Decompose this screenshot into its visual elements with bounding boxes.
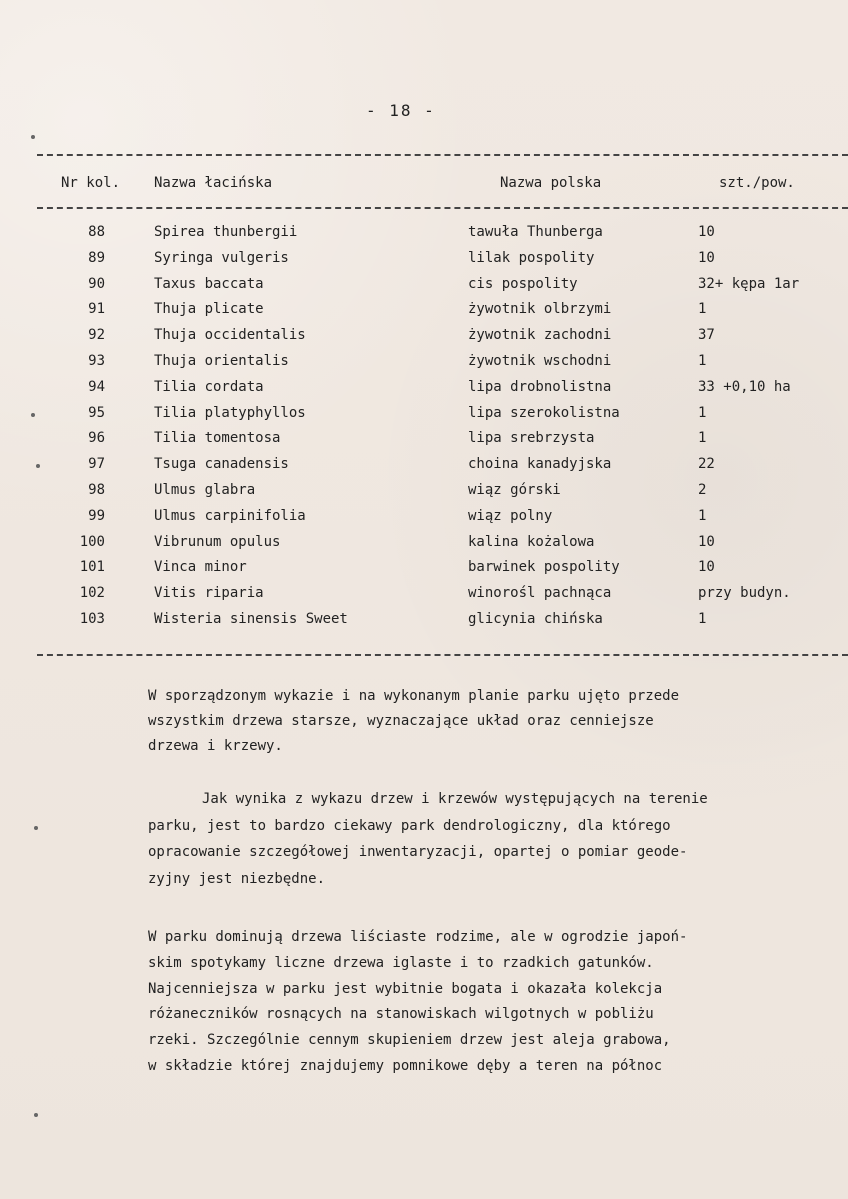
table-row	[0, 379, 848, 405]
table-row	[0, 534, 848, 560]
cell-latin: Ulmus glabra	[154, 481, 256, 498]
text-line: opracowanie szczegółowej inwentaryzacji, opartej o pomiar geode-	[148, 844, 688, 860]
header-polish: Nazwa polska	[500, 175, 602, 191]
cell-latin: Vibrunum opulus	[154, 533, 281, 550]
paragraph-3	[148, 925, 828, 1080]
cell-nr: 94	[88, 378, 105, 395]
cell-nr: 92	[88, 327, 105, 344]
text-line: parku, jest to bardzo ciekawy park dendrologiczny, dla którego	[148, 817, 671, 834]
table-row	[0, 508, 848, 534]
cell-count: 37	[698, 327, 715, 344]
text-line: Najcenniejsza w parku jest wybitnie bogata i okazała kolekcja	[148, 980, 663, 997]
cell-latin: Ulmus carpinifolia	[154, 507, 306, 524]
cell-nr: 101	[79, 559, 105, 576]
cell-nr: 97	[88, 456, 105, 473]
cell-polish: wiąz górski	[468, 481, 561, 498]
cell-polish: choina kanadyjska	[468, 456, 612, 473]
cell-count: 2	[698, 481, 707, 498]
cell-count: 10	[698, 224, 715, 240]
cell-count: 1	[698, 610, 707, 627]
table-top-rule	[37, 154, 848, 156]
cell-latin: Tilia cordata	[154, 378, 264, 395]
table-row	[0, 430, 848, 456]
table-row	[0, 405, 848, 431]
cell-latin: Spirea thunbergii	[154, 224, 298, 240]
cell-polish: kalina kożalowa	[468, 533, 595, 550]
cell-nr: 100	[79, 533, 105, 550]
text-line: w składzie której znajdujemy pomnikowe dęby a teren na północ	[148, 1057, 663, 1074]
cell-nr: 93	[88, 352, 105, 369]
text-line: różaneczników rosnących na stanowiskach wilgotnych w pobliżu	[148, 1006, 654, 1023]
table-row	[0, 611, 848, 637]
paragraph-1	[148, 684, 828, 759]
cell-count: 33 +0,10 ha	[698, 378, 791, 395]
cell-latin: Thuja occidentalis	[154, 327, 306, 344]
cell-count: 10	[698, 559, 715, 576]
cell-polish: żywotnik olbrzymi	[468, 301, 612, 318]
text-line: drzewa i krzewy.	[148, 738, 283, 754]
cell-count: 1	[698, 301, 707, 318]
cell-count: 22	[698, 456, 715, 473]
cell-latin: Wisteria sinensis Sweet	[154, 610, 348, 627]
cell-count: 1	[698, 404, 707, 421]
cell-polish: lilak pospolity	[468, 249, 595, 266]
header-latin: Nazwa łacińska	[154, 175, 273, 191]
cell-nr: 102	[79, 585, 105, 602]
cell-latin: Vinca minor	[154, 559, 247, 576]
table-row	[0, 585, 848, 611]
cell-count: 1	[698, 352, 707, 369]
margin-mark	[34, 1113, 38, 1117]
table-bottom-rule	[37, 654, 848, 656]
table-row	[0, 224, 848, 250]
page-number: - 18 -	[366, 101, 436, 120]
cell-count: 10	[698, 533, 715, 550]
cell-nr: 88	[88, 224, 105, 240]
text-line: W parku dominują drzewa liściaste rodzime, ale w ogrodzie japoń-	[148, 929, 688, 945]
cell-latin: Tilia platyphyllos	[154, 404, 306, 421]
paragraph-2	[148, 786, 828, 892]
table-header-rule	[37, 207, 848, 209]
cell-polish: barwinek pospolity	[468, 559, 620, 576]
cell-nr: 90	[88, 275, 105, 292]
text-line: wszystkim drzewa starsze, wyznaczające układ oraz cenniejsze	[148, 713, 654, 729]
text-line: skim spotykamy liczne drzewa iglaste i to rzadkich gatunków.	[148, 954, 654, 971]
table-row	[0, 456, 848, 482]
cell-latin: Tilia tomentosa	[154, 430, 281, 447]
cell-nr: 103	[79, 610, 105, 627]
cell-nr: 91	[88, 301, 105, 318]
cell-count: 10	[698, 249, 715, 266]
cell-count: 1	[698, 507, 707, 524]
cell-count: 32+ kępa 1ar	[698, 275, 800, 292]
cell-latin: Tsuga canadensis	[154, 456, 289, 473]
cell-polish: lipa srebrzysta	[468, 430, 595, 447]
cell-nr: 96	[88, 430, 105, 447]
table-row	[0, 353, 848, 379]
cell-latin: Thuja orientalis	[154, 352, 289, 369]
cell-polish: tawuła Thunberga	[468, 224, 603, 240]
header-count: szt./pow.	[719, 175, 795, 191]
cell-latin: Vitis riparia	[154, 585, 264, 602]
cell-nr: 98	[88, 481, 105, 498]
cell-polish: winorośl pachnąca	[468, 585, 612, 602]
table-row	[0, 301, 848, 327]
cell-latin: Syringa vulgeris	[154, 249, 289, 266]
margin-mark	[36, 464, 40, 468]
cell-polish: wiąz polny	[468, 507, 553, 524]
cell-latin: Taxus baccata	[154, 275, 264, 292]
text-line: rzeki. Szczególnie cennym skupieniem drzew jest aleja grabowa,	[148, 1032, 671, 1049]
text-line: Jak wynika z wykazu drzew i krzewów występujących na terenie	[202, 791, 708, 807]
cell-latin: Thuja plicate	[154, 301, 264, 318]
margin-mark	[34, 826, 38, 830]
cell-count: przy budyn.	[698, 585, 791, 602]
table-row	[0, 327, 848, 353]
table-row	[0, 276, 848, 302]
table-row	[0, 250, 848, 276]
text-line: W sporządzonym wykazie i na wykonanym planie parku ujęto przede	[148, 688, 680, 704]
cell-nr: 89	[88, 249, 105, 266]
margin-mark	[31, 413, 35, 417]
text-line: zyjny jest niezbędne.	[148, 870, 326, 887]
cell-polish: cis pospolity	[468, 275, 578, 292]
cell-polish: lipa drobnolistna	[468, 378, 612, 395]
table-header	[0, 175, 848, 193]
cell-nr: 99	[88, 507, 105, 524]
cell-polish: glicynia chińska	[468, 610, 603, 627]
margin-mark	[31, 135, 35, 139]
table-body	[0, 224, 848, 637]
cell-nr: 95	[88, 404, 105, 421]
table-row	[0, 482, 848, 508]
cell-polish: żywotnik wschodni	[468, 352, 612, 369]
table-row	[0, 559, 848, 585]
header-nr: Nr kol.	[61, 175, 121, 191]
cell-count: 1	[698, 430, 707, 447]
cell-polish: żywotnik zachodni	[468, 327, 612, 344]
cell-polish: lipa szerokolistna	[468, 404, 620, 421]
